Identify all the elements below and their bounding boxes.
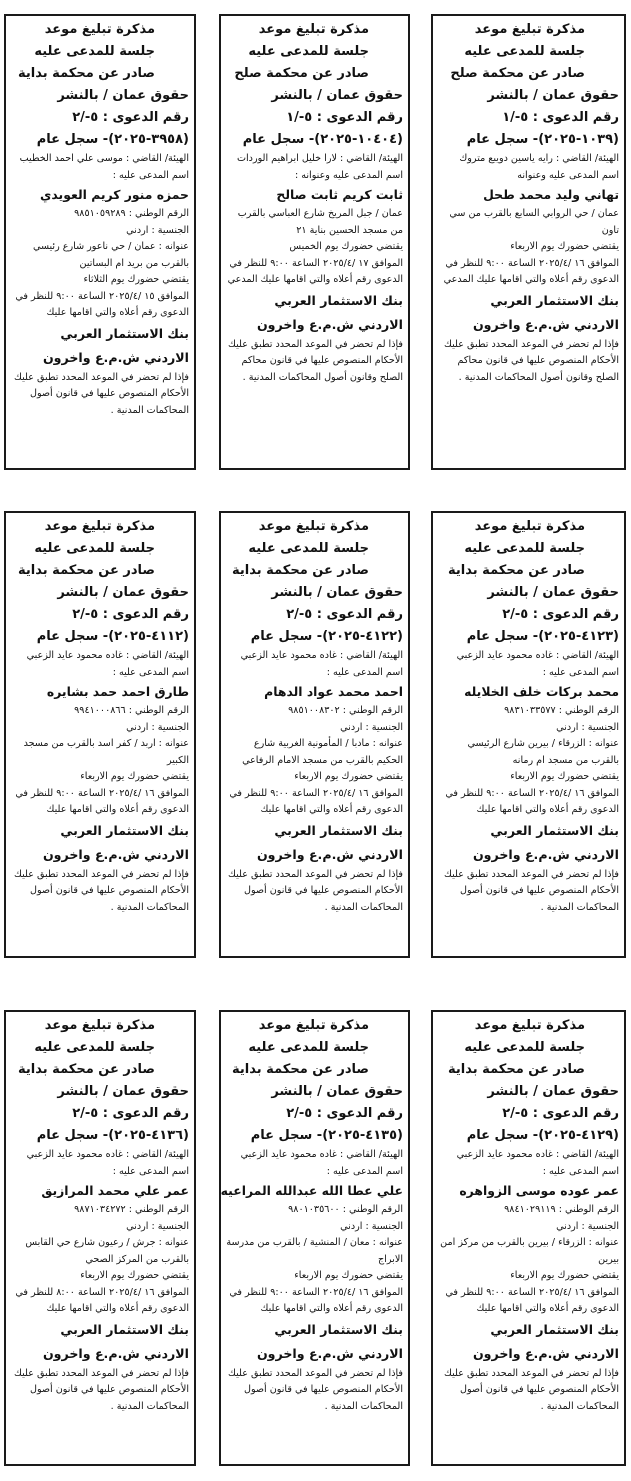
- national-id: الرقم الوطني : ٩٨٥١٠٥٩٢٨٩: [74, 208, 189, 219]
- case-number: (٤١٢٢-٢٠٢٥)- سجل عام: [250, 629, 403, 644]
- judge-line: الهيئة/ القاضي : غاده محمود عايد الزعبي: [456, 650, 619, 661]
- case-label: رقم الدعوى : ٥-/١: [502, 110, 619, 125]
- attendance-line: يقتضي حضورك يوم الثلاثاء: [83, 274, 189, 285]
- attendance-line: يقتضي حضورك يوم الاربعاء: [294, 1270, 403, 1281]
- nationality: الجنسية : اردني: [556, 1220, 619, 1232]
- notice-title: مذكرة تبليغ موعد: [474, 1018, 585, 1033]
- plaintiff-line-2: الاردني ش.م.ع واخرون: [42, 846, 189, 862]
- attendance-line: يقتضي حضورك يوم الخميس: [289, 241, 403, 252]
- notice-title: مذكرة تبليغ موعد: [44, 22, 155, 37]
- warning-text: فإذا لم تحضر في الموعد المحدد تطبق عليك الأحكام المنصوص عليها في قانون أصول المحاكمات المدنية .: [14, 868, 189, 913]
- national-id: الرقم الوطني : ٩٨٠١٠٣٥٦٠٠: [288, 1204, 403, 1215]
- date-time-line: الموافق ١٦ /٢٠٢٥/٤ الساعة ٩:٠٠ للنظر في الدعوى رقم أعلاه والتي اقامها عليك: [445, 787, 619, 815]
- jurisdiction: حقوق عمان / بالنشر: [57, 1084, 189, 1099]
- date-time-line: الموافق ١٦ /٢٠٢٥/٤ الساعة ٩:٠٠ للنظر في الدعوى رقم أعلاه والتي اقامها عليك: [15, 787, 189, 815]
- plaintiff-line-2: الاردني ش.م.ع واخرون: [472, 316, 619, 332]
- court-name: صادر عن محكمة بداية: [448, 563, 585, 578]
- plaintiff-line-2: الاردني ش.م.ع واخرون: [256, 1345, 403, 1361]
- attendance-line: يقتضي حضورك يوم الاربعاء: [510, 771, 619, 782]
- plaintiff-line-2: الاردني ش.م.ع واخرون: [472, 1345, 619, 1361]
- national-id: الرقم الوطني : ٩٩٤١٠٠٠٨٦٦: [74, 705, 189, 716]
- jurisdiction: حقوق عمان / بالنشر: [271, 585, 403, 600]
- court-name: صادر عن محكمة بداية: [18, 1062, 155, 1077]
- court-name: صادر عن محكمة صلح: [450, 66, 585, 81]
- notice-5: [219, 511, 410, 958]
- plaintiff-line-1: بنك الاستثمار العربي: [60, 1321, 189, 1337]
- case-number: (٤١٢٩-٢٠٢٥)- سجل عام: [466, 1128, 619, 1143]
- national-id: الرقم الوطني : ٩٨٣١٠٣٣٥٧٧: [504, 705, 619, 716]
- nationality: الجنسية : اردني: [556, 721, 619, 733]
- address-line: عنوانه : معان / المنشية / بالقرب من مدرسة الابراج: [226, 1237, 403, 1265]
- case-label: رقم الدعوى : ٥-/٢: [286, 607, 403, 622]
- case-number: (١٠٤٠٤-٢٠٢٥)- سجل عام: [242, 132, 403, 147]
- nationality: الجنسية : اردني: [340, 721, 403, 733]
- date-time-line: الموافق ١٦ /٢٠٢٥/٤ الساعة ٩:٠٠ للنظر في الدعوى رقم أعلاه والتي اقامها عليك: [229, 1286, 403, 1314]
- warning-text: فإذا لم تحضر في الموعد المحدد تطبق عليك الأحكام المنصوص عليها في قانون أصول المحاكمات المدنية .: [14, 1367, 189, 1412]
- warning-text: فإذا لم تحضر في الموعد المحدد تطبق عليك الأحكام المنصوص عليها في قانون محاكم الصلح وقانون أصول المحاكمات المدنية .: [228, 338, 403, 383]
- judge-line: الهيئة/ القاضي : غاده محمود عايد الزعبي: [240, 650, 403, 661]
- date-time-line: الموافق ١٦ /٢٠٢٥/٤ الساعة ٩:٠٠ للنظر في الدعوى رقم أعلاه والتي اقامها عليك المدعي: [443, 257, 619, 285]
- defendant-label: اسم المدعى عليه وعنوانه: [517, 169, 619, 181]
- defendant-name: علي عطا الله عبدالله المراعيه: [220, 1183, 403, 1198]
- warning-text: فإذا لم تحضر في الموعد المحدد تطبق عليك الأحكام المنصوص عليها في قانون أصول المحاكمات المدنية .: [444, 1367, 619, 1412]
- date-time-line: الموافق ١٦ /٢٠٢٥/٤ الساعة ٨:٠٠ للنظر في الدعوى رقم أعلاه والتي اقامها عليك: [15, 1286, 189, 1314]
- plaintiff-line-1: بنك الاستثمار العربي: [274, 822, 403, 838]
- jurisdiction: حقوق عمان / بالنشر: [487, 88, 619, 103]
- warning-text: فإذا لم تحضر في الموعد المحدد تطبق عليك الأحكام المنصوص عليها في قانون أصول المحاكمات المدنية .: [14, 371, 189, 416]
- notice-3: [4, 14, 196, 470]
- case-number: (١٠٣٩-٢٠٢٥)- سجل عام: [466, 132, 619, 147]
- case-label: رقم الدعوى : ٥-/٢: [502, 1106, 619, 1121]
- judge-line: الهيئة/ القاضي : موسى علي احمد الخطيب: [19, 153, 189, 164]
- case-number: (٤١٢٣-٢٠٢٥)- سجل عام: [466, 629, 619, 644]
- address-line: عنوانه : الزرقاء / بيرين شارع الرئيسي بالقرب من مسجد ام رمانه: [467, 738, 619, 766]
- case-number: (٤١٣٦-٢٠٢٥)- سجل عام: [36, 1128, 189, 1143]
- defendant-name: ثابت كريم ثابت صالح: [276, 187, 403, 202]
- case-label: رقم الدعوى : ٥-/٢: [72, 110, 189, 125]
- attendance-line: يقتضي حضورك يوم الاربعاء: [80, 771, 189, 782]
- address-line: عنوانه : الزرقاء / بيرين بالقرب من مركز امن بيرين: [440, 1237, 619, 1265]
- jurisdiction: حقوق عمان / بالنشر: [57, 88, 189, 103]
- attendance-line: يقتضي حضورك يوم الاربعاء: [510, 241, 619, 252]
- notice-subtitle: جلسة للمدعى عليه: [248, 44, 369, 59]
- notice-9: [4, 1010, 196, 1466]
- address-line: عمان / حي الروابي السابع بالقرب من سي تاون: [449, 208, 619, 236]
- nationality: الجنسية : اردني: [126, 1220, 189, 1232]
- defendant-label: اسم المدعى عليه وعنوانه :: [294, 169, 403, 181]
- date-time-line: الموافق ١٧ /٢٠٢٥/٤ الساعة ٩:٠٠ للنظر في الدعوى رقم أعلاه والتي اقامها عليك المدعي: [227, 257, 403, 285]
- notice-1: [431, 14, 626, 470]
- court-name: صادر عن محكمة بداية: [18, 563, 155, 578]
- plaintiff-line-1: بنك الاستثمار العربي: [490, 822, 619, 838]
- judge-line: الهيئة/ القاضي : رايه ياسين دويبع متروك: [459, 153, 619, 164]
- plaintiff-line-2: الاردني ش.م.ع واخرون: [256, 846, 403, 862]
- warning-text: فإذا لم تحضر في الموعد المحدد تطبق عليك الأحكام المنصوص عليها في قانون محاكم الصلح وقانون أصول المحاكمات المدنية .: [444, 338, 619, 383]
- jurisdiction: حقوق عمان / بالنشر: [271, 88, 403, 103]
- defendant-label: اسم المدعى عليه :: [112, 169, 189, 181]
- case-number: (٤١١٢-٢٠٢٥)- سجل عام: [36, 629, 189, 644]
- date-time-line: الموافق ١٦ /٢٠٢٥/٤ الساعة ٩:٠٠ للنظر في الدعوى رقم أعلاه والتي اقامها عليك: [229, 787, 403, 815]
- judge-line: الهيئة/ القاضي : غاده محمود عايد الزعبي: [240, 1149, 403, 1160]
- notice-8: [219, 1010, 410, 1466]
- address-line: عنوانه : اربد / كفر اسد بالقرب من مسجد الكبير: [23, 738, 189, 766]
- notice-title: مذكرة تبليغ موعد: [258, 22, 369, 37]
- plaintiff-line-1: بنك الاستثمار العربي: [490, 1321, 619, 1337]
- warning-text: فإذا لم تحضر في الموعد المحدد تطبق عليك الأحكام المنصوص عليها في قانون أصول المحاكمات المدنية .: [228, 1367, 403, 1412]
- case-number: (٣٩٥٨-٢٠٢٥)- سجل عام: [36, 132, 189, 147]
- nationality: الجنسية : اردني: [126, 224, 189, 236]
- national-id: الرقم الوطني : ٩٨٤١٠٢٩١١٩: [504, 1204, 619, 1215]
- defendant-name: احمد محمد عواد الدهام: [264, 684, 403, 699]
- jurisdiction: حقوق عمان / بالنشر: [271, 1084, 403, 1099]
- date-time-line: الموافق ١٥ /٢٠٢٥/٤ الساعة ٩:٠٠ للنظر في الدعوى رقم أعلاه والتي اقامها عليك: [15, 290, 189, 318]
- attendance-line: يقتضي حضورك يوم الاربعاء: [294, 771, 403, 782]
- plaintiff-line-1: بنك الاستثمار العربي: [60, 822, 189, 838]
- notice-subtitle: جلسة للمدعى عليه: [248, 541, 369, 556]
- notice-title: مذكرة تبليغ موعد: [474, 22, 585, 37]
- case-label: رقم الدعوى : ٥-/٢: [502, 607, 619, 622]
- defendant-name: عمر عوده موسى الزواهره: [459, 1183, 619, 1198]
- plaintiff-line-2: الاردني ش.م.ع واخرون: [42, 349, 189, 365]
- judge-line: الهيئة/ القاضي : غاده محمود عايد الزعبي: [456, 1149, 619, 1160]
- notice-subtitle: جلسة للمدعى عليه: [34, 44, 155, 59]
- notice-subtitle: جلسة للمدعى عليه: [464, 1040, 585, 1055]
- judge-line: الهيئة/ القاضي : غاده محمود عايد الزعبي: [26, 650, 189, 661]
- notice-subtitle: جلسة للمدعى عليه: [34, 1040, 155, 1055]
- court-name: صادر عن محكمة بداية: [232, 1062, 369, 1077]
- address-line: عنوانه : عمان / حي ناعور شارع رئيسي بالقرب من بريد ام البساتين: [32, 241, 189, 269]
- attendance-line: يقتضي حضورك يوم الاربعاء: [80, 1270, 189, 1281]
- plaintiff-line-2: الاردني ش.م.ع واخرون: [256, 316, 403, 332]
- notice-7: [431, 1010, 626, 1466]
- national-id: الرقم الوطني : ٩٨٧١٠٣٤٢٧٢: [74, 1204, 189, 1215]
- national-id: الرقم الوطني : ٩٨٥١٠٠٨٣٠٢: [288, 705, 403, 716]
- defendant-name: تهاني وليد محمد طحل: [483, 187, 619, 202]
- court-name: صادر عن محكمة بداية: [448, 1062, 585, 1077]
- address-line: عنوانه : جرش / رعيون شارع حي القابس بالقرب من المركز الصحي: [25, 1237, 189, 1265]
- defendant-label: اسم المدعى عليه :: [542, 666, 619, 678]
- case-label: رقم الدعوى : ٥-/٢: [286, 1106, 403, 1121]
- attendance-line: يقتضي حضورك يوم الاربعاء: [510, 1270, 619, 1281]
- notice-title: مذكرة تبليغ موعد: [44, 1018, 155, 1033]
- case-number: (٤١٣٥-٢٠٢٥)- سجل عام: [250, 1128, 403, 1143]
- jurisdiction: حقوق عمان / بالنشر: [487, 1084, 619, 1099]
- plaintiff-line-1: بنك الاستثمار العربي: [60, 325, 189, 341]
- notice-title: مذكرة تبليغ موعد: [474, 519, 585, 534]
- notice-title: مذكرة تبليغ موعد: [258, 519, 369, 534]
- nationality: الجنسية : اردني: [126, 721, 189, 733]
- date-time-line: الموافق ١٦ /٢٠٢٥/٤ الساعة ٩:٠٠ للنظر في الدعوى رقم أعلاه والتي اقامها عليك: [445, 1286, 619, 1314]
- address-line: عنوانه : مادبا / المأمونية الغربية شارع الحكيم بالقرب من مسجد الامام الرفاعي: [242, 738, 403, 766]
- judge-line: الهيئة/ القاضي : لارا خليل ابراهيم الوردات: [236, 153, 403, 164]
- notice-subtitle: جلسة للمدعى عليه: [464, 541, 585, 556]
- plaintiff-line-1: بنك الاستثمار العربي: [490, 292, 619, 308]
- case-label: رقم الدعوى : ٥-/٢: [72, 607, 189, 622]
- notice-subtitle: جلسة للمدعى عليه: [248, 1040, 369, 1055]
- judge-line: الهيئة/ القاضي : غاده محمود عايد الزعبي: [26, 1149, 189, 1160]
- notice-6: [4, 511, 196, 958]
- defendant-label: اسم المدعى عليه :: [326, 666, 403, 678]
- court-name: صادر عن محكمة بداية: [232, 563, 369, 578]
- defendant-name: عمر علي محمد المرازيق: [41, 1183, 189, 1198]
- defendant-label: اسم المدعى عليه :: [542, 1165, 619, 1177]
- court-name: صادر عن محكمة بداية: [18, 66, 155, 81]
- jurisdiction: حقوق عمان / بالنشر: [57, 585, 189, 600]
- plaintiff-line-1: بنك الاستثمار العربي: [274, 292, 403, 308]
- plaintiff-line-2: الاردني ش.م.ع واخرون: [42, 1345, 189, 1361]
- defendant-label: اسم المدعى عليه :: [326, 1165, 403, 1177]
- case-label: رقم الدعوى : ٥-/٢: [72, 1106, 189, 1121]
- notice-subtitle: جلسة للمدعى عليه: [464, 44, 585, 59]
- warning-text: فإذا لم تحضر في الموعد المحدد تطبق عليك الأحكام المنصوص عليها في قانون أصول المحاكمات المدنية .: [444, 868, 619, 913]
- plaintiff-line-2: الاردني ش.م.ع واخرون: [472, 846, 619, 862]
- jurisdiction: حقوق عمان / بالنشر: [487, 585, 619, 600]
- defendant-name: محمد بركات خلف الخلايله: [464, 684, 619, 699]
- case-label: رقم الدعوى : ٥-/١: [286, 110, 403, 125]
- defendant-name: طارق احمد حمد بشايره: [46, 684, 189, 699]
- defendant-label: اسم المدعى عليه :: [112, 1165, 189, 1177]
- address-line: عمان / جبل المريخ شارع العباسي بالقرب من مسجد الحسين بناية ٢١: [237, 208, 403, 236]
- notice-subtitle: جلسة للمدعى عليه: [34, 541, 155, 556]
- warning-text: فإذا لم تحضر في الموعد المحدد تطبق عليك الأحكام المنصوص عليها في قانون أصول المحاكمات المدنية .: [228, 868, 403, 913]
- court-name: صادر عن محكمة صلح: [234, 66, 369, 81]
- notice-2: [219, 14, 410, 470]
- nationality: الجنسية : اردني: [340, 1220, 403, 1232]
- defendant-label: اسم المدعى عليه :: [112, 666, 189, 678]
- notice-title: مذكرة تبليغ موعد: [258, 1018, 369, 1033]
- notice-4: [431, 511, 626, 958]
- notice-title: مذكرة تبليغ موعد: [44, 519, 155, 534]
- defendant-name: حمزه منور كريم العويدي: [40, 187, 189, 202]
- plaintiff-line-1: بنك الاستثمار العربي: [274, 1321, 403, 1337]
